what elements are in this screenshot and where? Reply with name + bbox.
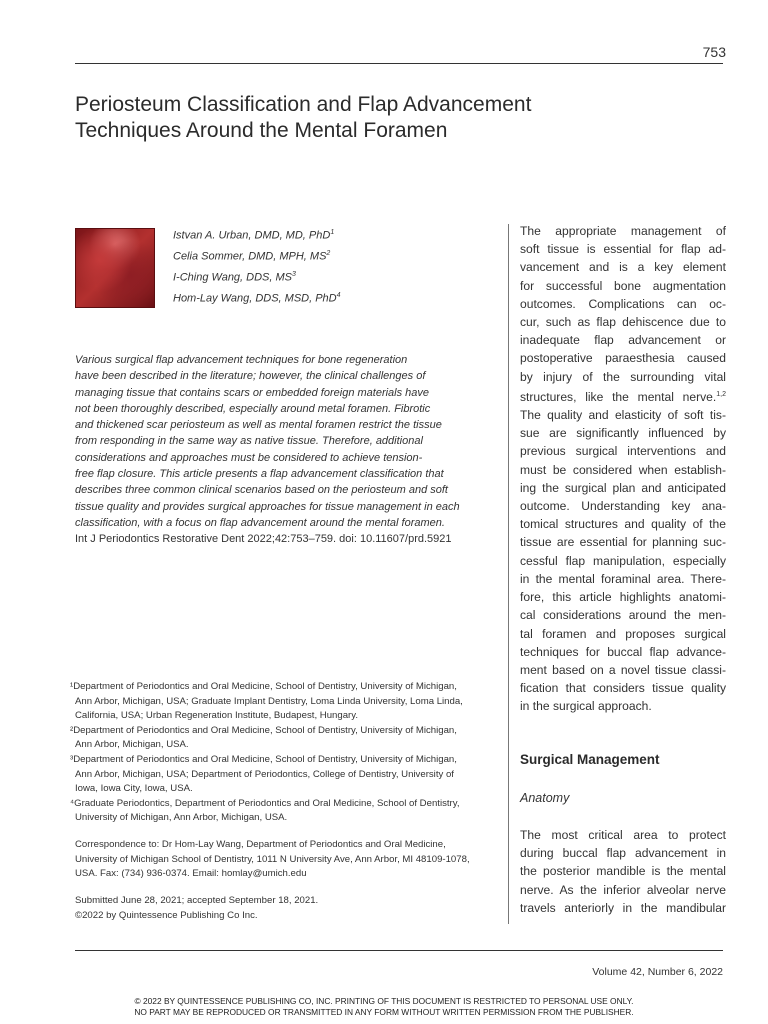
body-line: The appropriate management of <box>520 224 726 238</box>
author <box>173 245 493 266</box>
body-line: The most critical area to protect <box>520 828 726 842</box>
citation: Int J Periodontics Restorative Dent 2022;42:753–759. doi: 10.11607/prd.5921 <box>75 533 452 546</box>
body-line: cal considerations around the men- <box>520 608 726 623</box>
affiliation-line: ³Department of Periodontics and Oral Medicine, School of Dentistry, University of Michigan, <box>70 753 457 765</box>
submission-line: Submitted June 28, 2021; accepted September 18, 2021. <box>75 895 319 906</box>
body-line: cur, such as flap dehiscence due to <box>520 315 726 330</box>
correspondence-line: USA. Fax: (734) 936-0374. Email: homlay@umich.edu <box>75 868 307 880</box>
abstract-line: describes three common clinical scenarios based on the periosteum and soft <box>75 484 448 497</box>
footer-rule <box>75 950 723 951</box>
author-affiliation-mark: 1 <box>330 229 335 236</box>
correspondence <box>75 838 515 882</box>
anatomy-text <box>520 826 726 917</box>
affiliations <box>70 680 510 826</box>
author-name: Celia Sommer, DMD, MPH, MS <box>173 250 327 263</box>
body-line: fication that considers tissue quality <box>520 681 726 696</box>
author-affiliation-mark: 2 <box>326 250 331 258</box>
body-line: vancement and is a key element <box>520 260 726 275</box>
body-line: The quality and elasticity of soft tis- <box>520 408 726 423</box>
abstract-line: not been thoroughly described, especially around metal foramen. Fibrotic <box>75 402 431 415</box>
body-line: soft tissue is essential for flap ad- <box>520 242 726 257</box>
abstract-line: tissue quality and provides surgical approaches for tissue management in each <box>75 500 460 513</box>
copyright-line: NO PART MAY BE REPRODUCED OR TRANSMITTED IN ANY FORM WITHOUT WRITTEN PERMISSION FROM THE PUBLISHER. <box>134 1007 634 1017</box>
body-line-text: structures, like the mental nerve. <box>520 389 717 404</box>
body-line: ing the surgical plan and anticipated <box>520 480 726 495</box>
affiliation-line: Ann Arbor, Michigan, USA; Graduate Implant Dentistry, Loma Linda University, Loma Linda, <box>75 695 463 707</box>
body-line: must be considered when establish- <box>520 462 726 477</box>
correspondence-line: University of Michigan School of Dentistry, 1011 N University Ave, Ann Arbor, MI 48109-1078, <box>75 853 470 865</box>
abstract-line: free flap closure. This article presents a flap advancement classification that <box>75 468 444 481</box>
author-name: Istvan A. Urban, DMD, MD, PhD <box>173 229 331 242</box>
affiliation-line: ⁴Graduate Periodontics, Department of Periodontics and Oral Medicine, School of Dentistry, <box>70 797 460 809</box>
column-divider <box>508 224 509 924</box>
affiliation-line: Ann Arbor, Michigan, USA; Department of Periodontics, College of Dentistry, University of <box>75 768 454 780</box>
body-line: tomical structures and quality of the <box>520 517 726 532</box>
abstract-line: and thickened scar periosteum as well as mental foramen restrict the tissue <box>75 419 442 432</box>
body-line: sue are significantly influenced by <box>520 426 726 441</box>
author-photo-icon <box>75 228 155 308</box>
submission-line: ©2022 by Quintessence Publishing Co Inc. <box>75 909 258 921</box>
author <box>173 287 493 308</box>
affiliation-line: California, USA; Urban Regeneration Institute, Budapest, Hungary. <box>75 710 358 722</box>
body-line: outcomes. Complications can oc- <box>520 296 726 311</box>
intro-text <box>520 222 726 716</box>
body-line: the posterior mandible is the mental <box>520 864 726 879</box>
title-line: Techniques Around the Mental Foramen <box>75 119 448 142</box>
affiliation-line: Ann Arbor, Michigan, USA. <box>75 739 189 751</box>
affiliation-line: ¹Department of Periodontics and Oral Medicine, School of Dentistry, University of Michigan, <box>70 681 457 692</box>
section-heading: Surgical Management <box>520 752 660 767</box>
author <box>173 266 493 287</box>
body-line: in the mental foraminal area. There- <box>520 571 726 586</box>
correspondence-line: Correspondence to: Dr Hom-Lay Wang, Department of Periodontics and Oral Medicine, <box>75 839 446 850</box>
abstract <box>75 352 505 548</box>
author-list <box>173 224 493 309</box>
affiliation-line: University of Michigan, Ann Arbor, Michigan, USA. <box>75 812 288 824</box>
affiliation-line: Iowa, Iowa City, Iowa, USA. <box>75 783 193 795</box>
body-line: for successful bone augmentation <box>520 278 726 293</box>
abstract-line: classification, with a focus on flap advancement around the mental foramen. <box>75 516 445 529</box>
body-line: cessful flap manipulation, especially <box>520 553 726 568</box>
subsection-heading: Anatomy <box>520 791 570 805</box>
header-rule <box>75 63 723 64</box>
page-number: 753 <box>702 44 726 60</box>
body-line: travels anteriorly in the mandibular <box>520 900 726 915</box>
body-line: outcome. Understanding key ana- <box>520 499 726 514</box>
affiliation-line: ²Department of Periodontics and Oral Medicine, School of Dentistry, University of Michigan, <box>70 724 457 736</box>
article-title <box>75 92 715 144</box>
body-line: techniques for buccal flap advance- <box>520 644 726 659</box>
body-line: postoperative paraesthesia caused <box>520 351 726 366</box>
abstract-line: considerations and approaches must be considered to achieve tension- <box>75 451 423 464</box>
copyright-line: © 2022 BY QUINTESSENCE PUBLISHING CO, INC. PRINTING OF THIS DOCUMENT IS RESTRICTED TO PERSONAL USE ONLY. <box>134 996 634 1006</box>
copyright-notice <box>0 996 768 1018</box>
abstract-line: have been described in the literature; however, the clinical challenges of <box>75 370 426 383</box>
body-line: during buccal flap advancement in <box>520 846 726 861</box>
abstract-line: from responding in the same way as native tissue. Therefore, additional <box>75 435 423 448</box>
body-line: ment based on a novel tissue classi- <box>520 662 726 677</box>
body-line: tal foramen and proposes surgical <box>520 626 726 641</box>
body-line: previous surgical interventions and <box>520 444 726 459</box>
body-line-with-ref <box>520 386 726 406</box>
body-line: inadequate flap advancement or <box>520 333 726 348</box>
submission-info <box>75 894 515 923</box>
body-line: in the surgical approach. <box>520 699 652 714</box>
volume-info: Volume 42, Number 6, 2022 <box>592 966 723 978</box>
body-line: fore, this article highlights anatomi- <box>520 590 726 605</box>
author-name: Hom-Lay Wang, DDS, MSD, PhD <box>173 293 337 306</box>
title-line: Periosteum Classification and Flap Advancement <box>75 93 532 116</box>
author-affiliation-mark: 4 <box>336 292 341 300</box>
reference-mark: 1,2 <box>716 390 726 398</box>
author-affiliation-mark: 3 <box>292 271 296 279</box>
abstract-line: managing tissue that contains scars or embedded foreign materials have <box>75 386 430 399</box>
body-line: tissue are essential for planning suc- <box>520 535 726 550</box>
body-line: nerve. As the inferior alveolar nerve <box>520 882 726 897</box>
author <box>173 224 493 245</box>
author-name: I-Ching Wang, DDS, MS <box>173 271 293 284</box>
abstract-line: Various surgical flap advancement techniques for bone regeneration <box>75 354 408 366</box>
body-line: by injury of the surrounding vital <box>520 369 726 384</box>
